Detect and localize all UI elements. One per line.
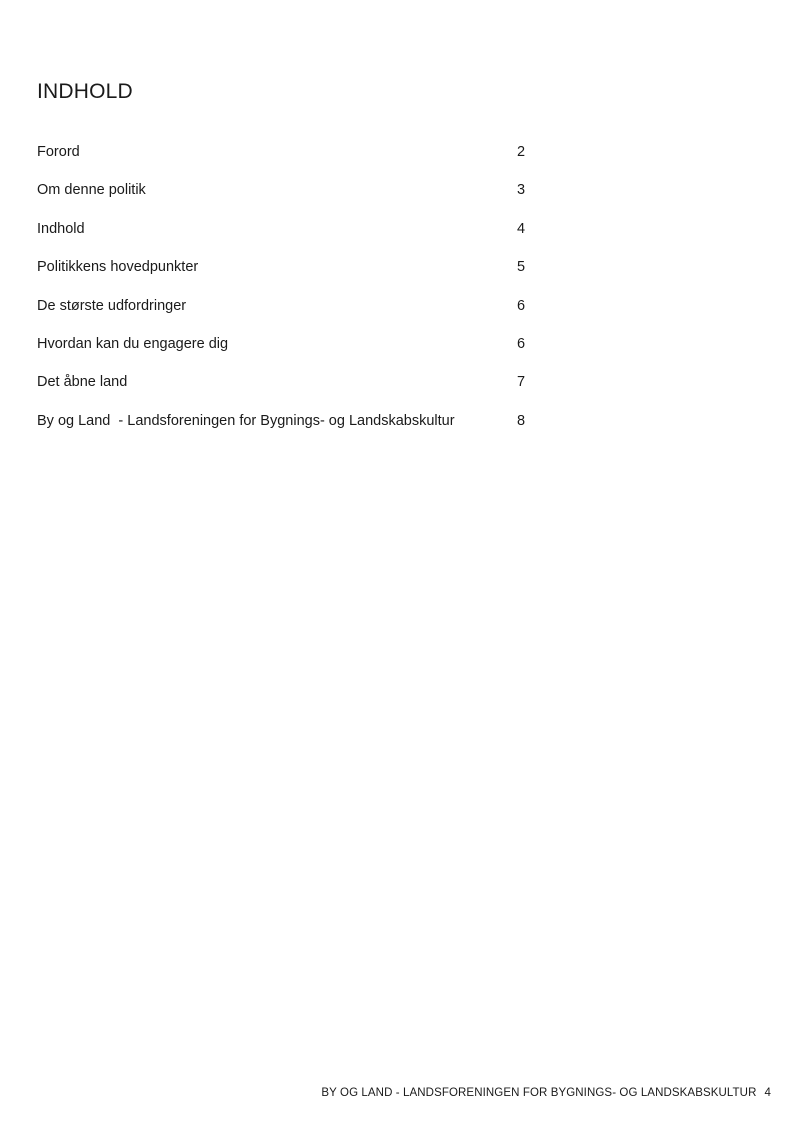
toc-entry-forord <box>37 142 537 180</box>
toc-entry-by-og-land <box>37 411 537 449</box>
page-title: INDHOLD <box>37 80 133 103</box>
toc-entry-page: 6 <box>517 297 526 314</box>
toc-entry-label: De største udfordringer <box>37 297 187 314</box>
toc-entry-page: 7 <box>517 374 526 391</box>
toc-entry-label: Forord <box>37 144 80 160</box>
toc-entry-label: Hvordan kan du engagere dig <box>37 335 229 352</box>
page-footer <box>321 1087 771 1099</box>
toc-entry-det-abne-land <box>37 372 537 410</box>
toc-entry-label: Det åbne land <box>37 374 128 391</box>
toc-entry-label: Indhold <box>37 220 85 237</box>
footer-text: BY OG LAND - LANDSFORENINGEN FOR BYGNINGS- OG LANDSKABSKULTUR <box>321 1087 757 1099</box>
toc-entry-page: 8 <box>517 412 526 429</box>
toc-entry-engagere-dig <box>37 334 537 372</box>
toc-entry-page: 2 <box>517 144 526 160</box>
toc-entry-hovedpunkter <box>37 257 537 295</box>
toc-entry-page: 4 <box>517 220 526 237</box>
table-of-contents <box>37 142 537 449</box>
toc-entry-label: By og Land - Landsforeningen for Bygnings- og Landskabskultur <box>37 412 455 429</box>
toc-entry-page: 5 <box>517 259 526 276</box>
toc-entry-page: 6 <box>517 335 526 352</box>
toc-entry-label: Politikkens hovedpunkter <box>37 259 199 276</box>
toc-entry-indhold <box>37 219 537 257</box>
footer-page-number: 4 <box>764 1087 771 1099</box>
toc-entry-om-denne-politik <box>37 180 537 218</box>
toc-entry-label: Om denne politik <box>37 182 146 199</box>
toc-entry-udfordringer <box>37 296 537 334</box>
toc-entry-page: 3 <box>517 182 526 199</box>
